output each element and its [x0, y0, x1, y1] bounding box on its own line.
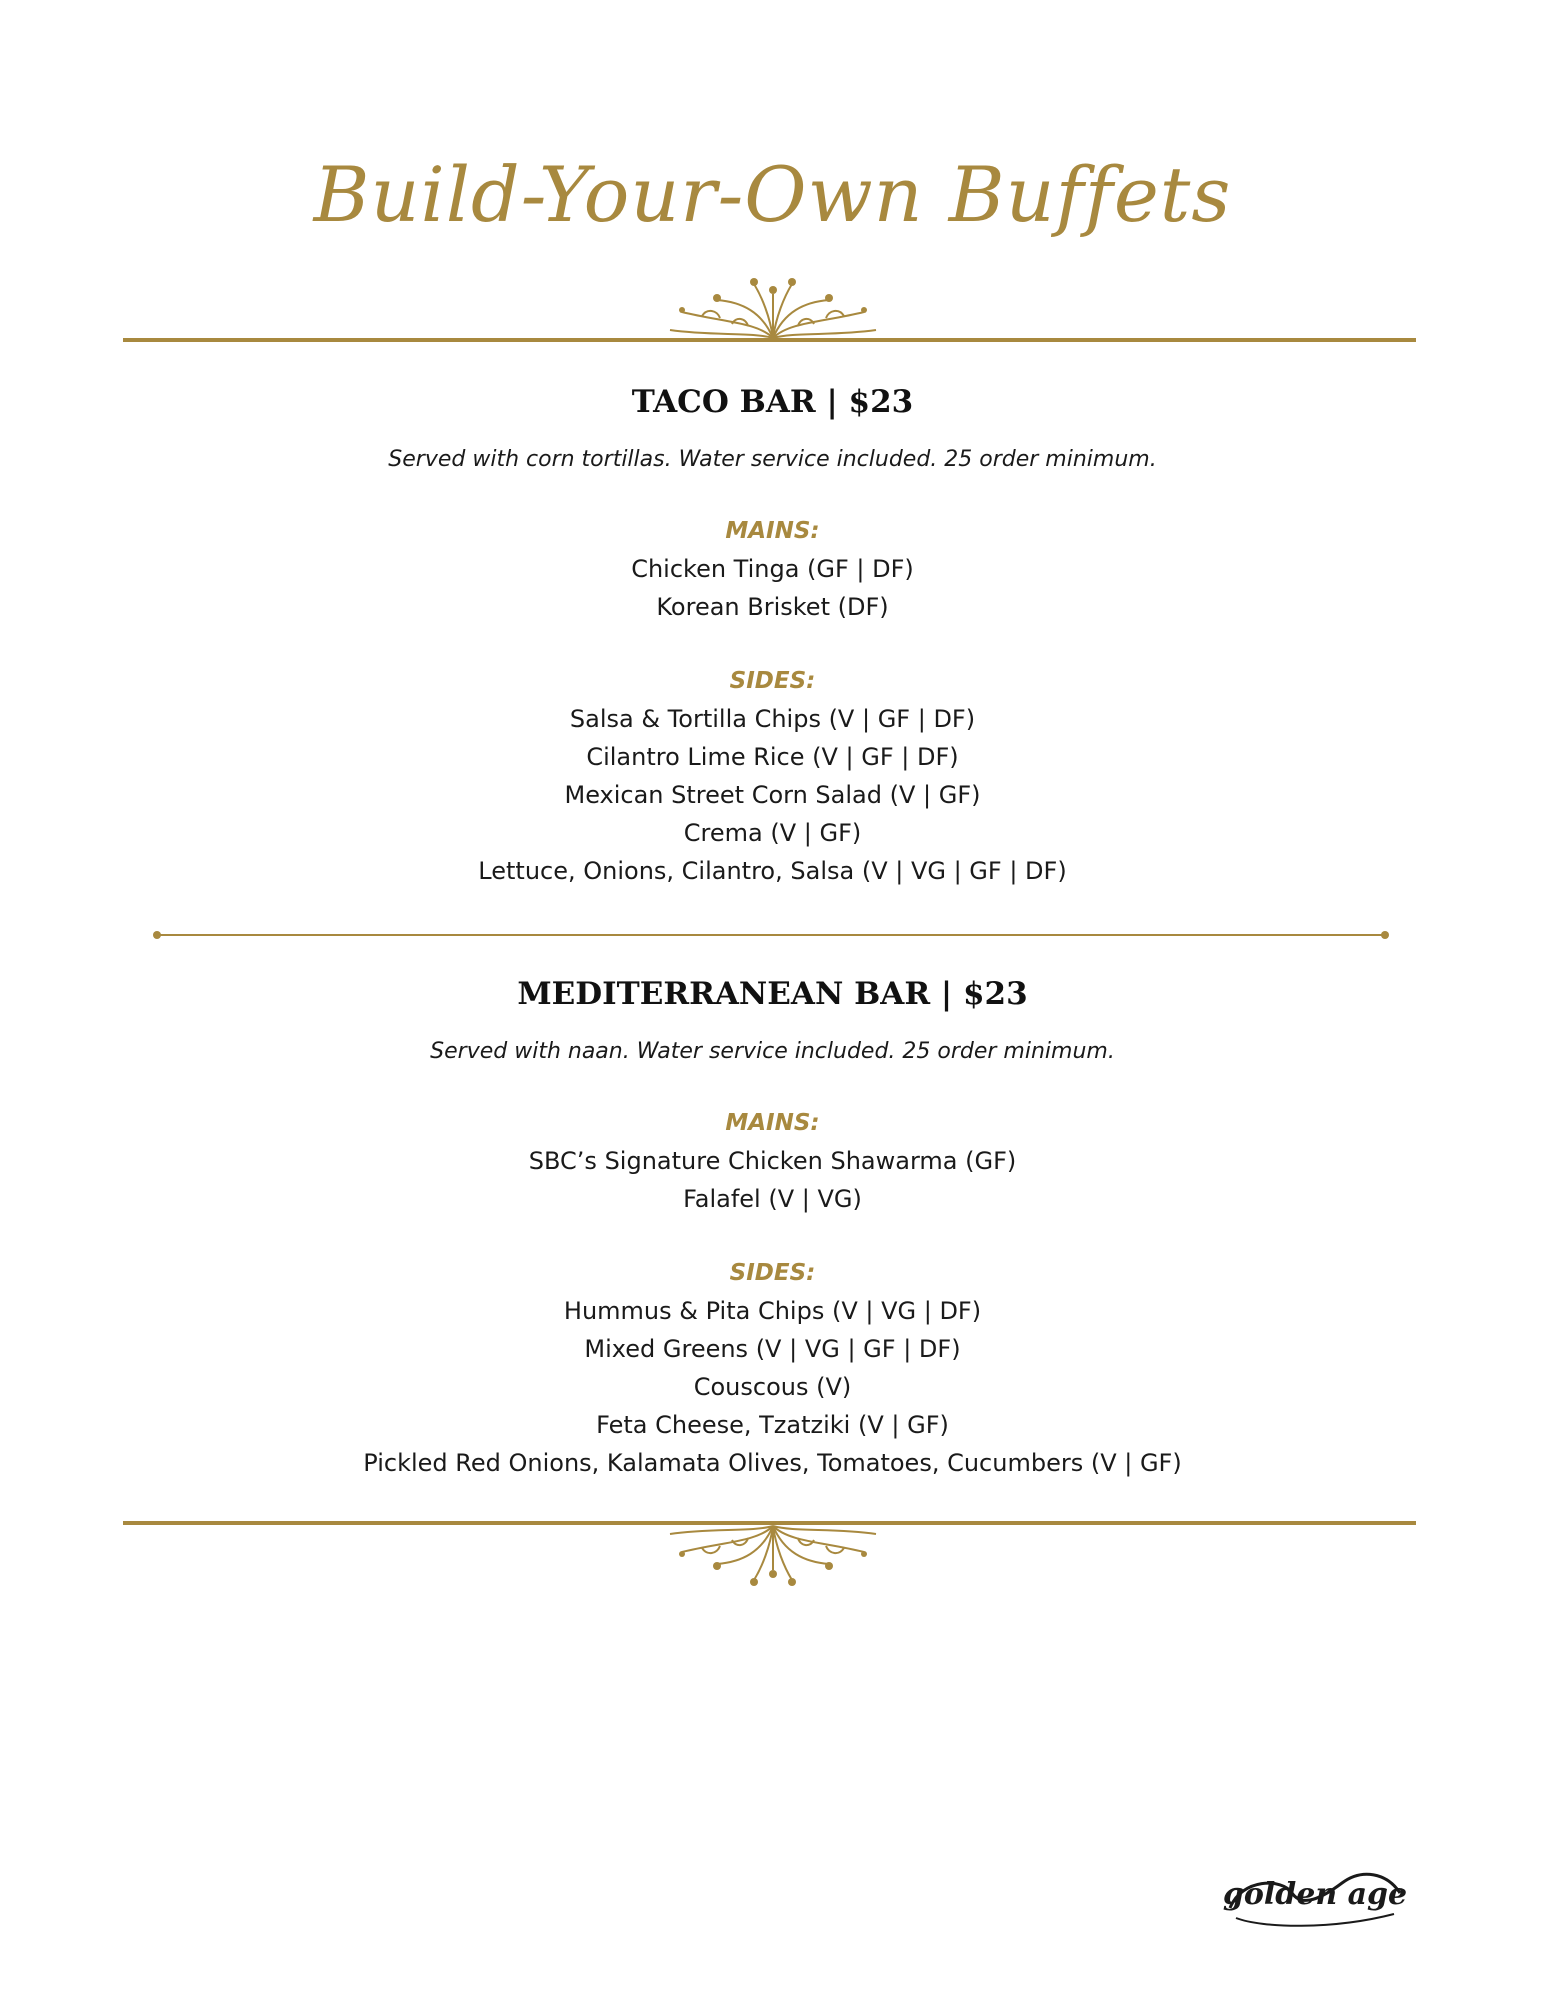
logo-text: golden age	[1222, 1877, 1408, 1912]
menu-item: Mexican Street Corn Salad (V | GF)	[564, 781, 981, 809]
menu-item: Lettuce, Onions, Cilantro, Salsa (V | VG | GF | DF)	[478, 857, 1067, 885]
menu-item: Couscous (V)	[693, 1373, 852, 1401]
menu-item: SBC’s Signature Chicken Shawarma (GF)	[528, 1147, 1017, 1175]
menu-item: Salsa & Tortilla Chips (V | GF | DF)	[569, 705, 976, 733]
menu-item: Hummus & Pita Chips (V | VG | DF)	[563, 1297, 982, 1325]
section-divider	[157, 934, 1385, 936]
menu-item: Falafel (V | VG)	[683, 1185, 862, 1213]
golden-age-logo	[1222, 1838, 1408, 1938]
mediterranean-sides-label: SIDES:	[729, 1260, 816, 1286]
taco-bar-section	[0, 376, 1545, 890]
menu-item: Cilantro Lime Rice (V | GF | DF)	[586, 743, 959, 771]
menu-item: Chicken Tinga (GF | DF)	[631, 555, 914, 583]
page-title: Build-Your-Own Buffets	[313, 150, 1232, 239]
menu-item: Pickled Red Onions, Kalamata Olives, Tomatoes, Cucumbers (V | GF)	[363, 1449, 1182, 1477]
floral-ornament-bottom-icon	[662, 1522, 884, 1592]
menu-item: Crema (V | GF)	[683, 819, 862, 847]
taco-bar-heading: TACO BAR | $23	[631, 384, 914, 420]
floral-ornament-top-icon	[662, 272, 884, 342]
mediterranean-mains-label: MAINS:	[725, 1110, 820, 1136]
menu-item: Korean Brisket (DF)	[656, 593, 889, 621]
taco-mains-label: MAINS:	[725, 518, 820, 544]
mediterranean-bar-section	[0, 968, 1545, 1482]
mediterranean-bar-note: Served with naan. Water service included. 25 order minimum.	[430, 1039, 1115, 1064]
top-divider	[123, 338, 1416, 342]
menu-item: Feta Cheese, Tzatziki (V | GF)	[596, 1411, 949, 1439]
divider-dot-left-icon	[153, 931, 161, 939]
mediterranean-bar-heading: MEDITERRANEAN BAR | $23	[517, 976, 1028, 1012]
taco-sides-label: SIDES:	[729, 668, 816, 694]
taco-bar-note: Served with corn tortillas. Water service included. 25 order minimum.	[388, 447, 1157, 472]
divider-dot-right-icon	[1381, 931, 1389, 939]
menu-item: Mixed Greens (V | VG | GF | DF)	[584, 1335, 961, 1363]
